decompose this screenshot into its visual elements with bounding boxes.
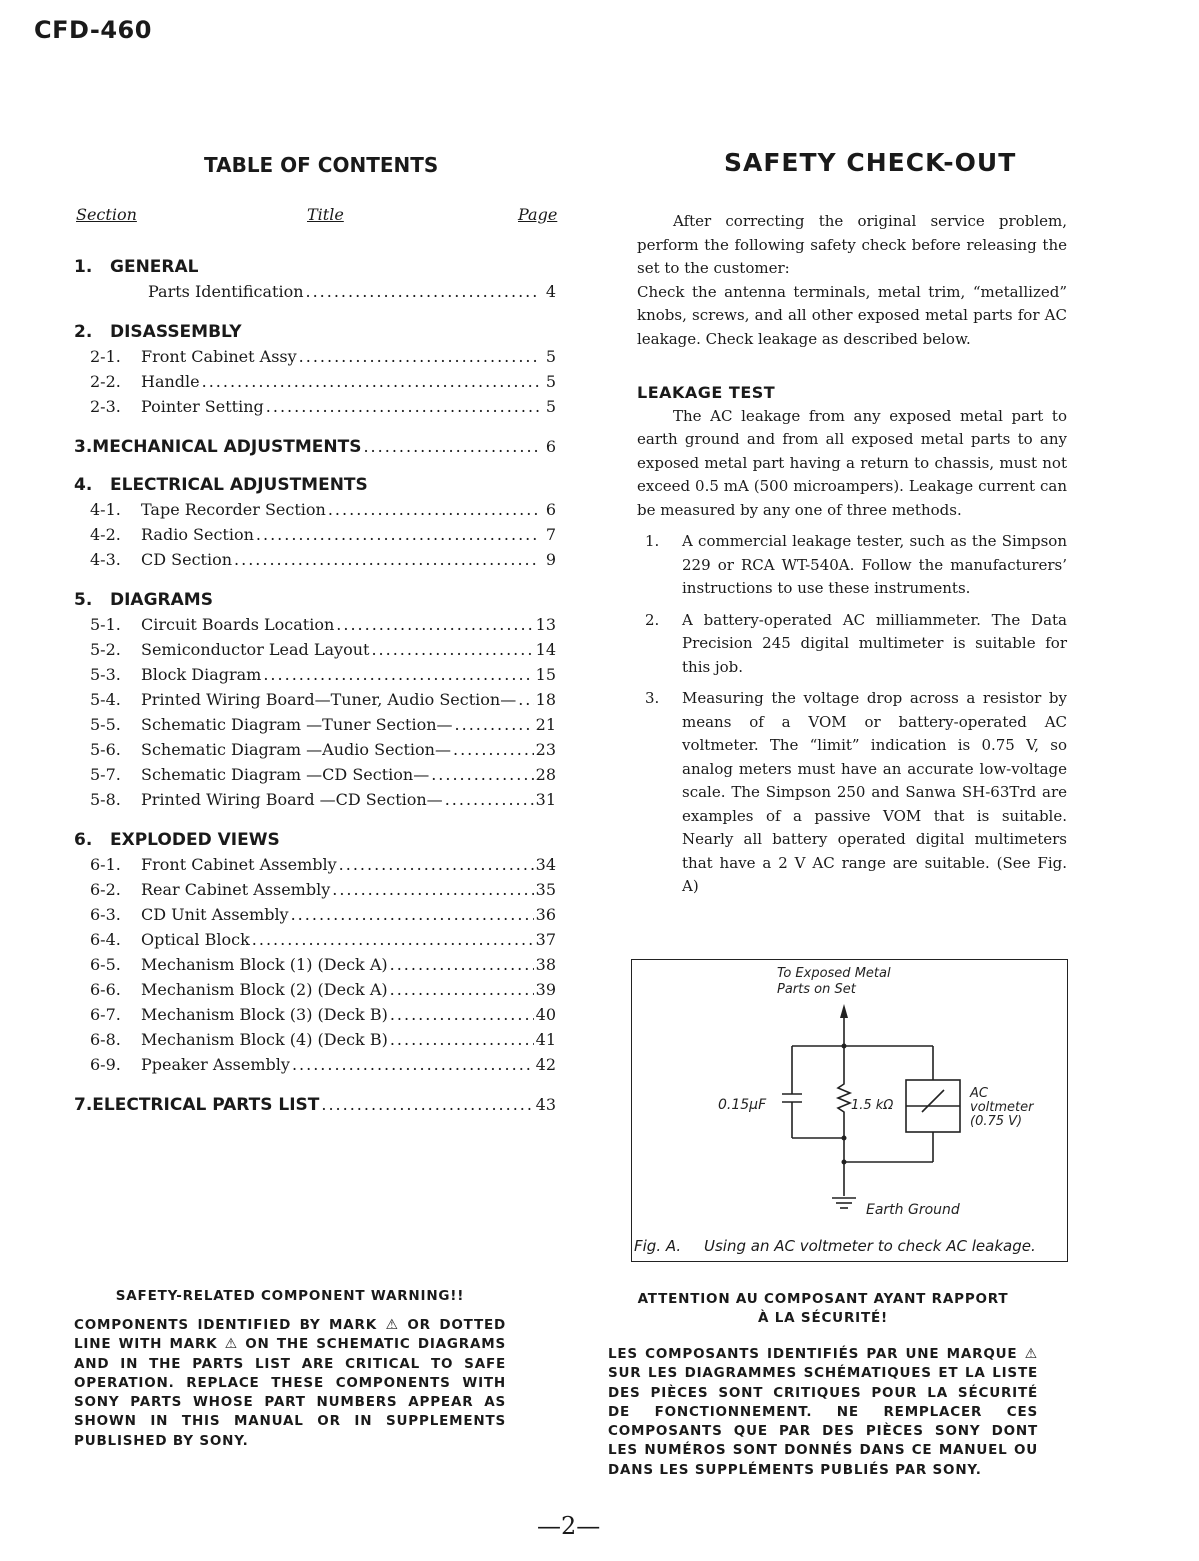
toc-entry-title: Front Cabinet Assy [141, 347, 297, 366]
toc-entry-number: 5-3. [90, 665, 121, 684]
toc-page-number: 40 [535, 1005, 556, 1024]
toc-header-title: Title [307, 205, 344, 224]
toc-section [74, 588, 556, 828]
leader-dots [371, 637, 533, 662]
toc-spacer [74, 1077, 556, 1093]
toc-page-number: 15 [535, 665, 556, 684]
toc-section [74, 320, 556, 435]
toc-entry-number: 6-4. [90, 930, 121, 949]
toc-section-number: 4. [74, 475, 93, 495]
leader-dots [292, 1052, 534, 1077]
leader-dots [455, 712, 534, 737]
leader-dots [321, 1093, 533, 1117]
toc-header-page: Page [518, 205, 558, 224]
label-resistor: 1.5 kΩ [851, 1098, 894, 1113]
toc-page-number: 36 [535, 905, 556, 924]
toc-entry-title: Schematic Diagram —Tuner Section— [141, 715, 453, 734]
toc-page-number: 39 [535, 980, 556, 999]
toc-page-number: 34 [535, 855, 556, 874]
toc-entry-number: 4-3. [90, 550, 121, 569]
toc-section-number: 3. [74, 437, 93, 457]
warning-triangle-icon: ⚠ [224, 1336, 239, 1353]
toc-page-number: 4 [545, 282, 556, 301]
toc-page-number: 6 [545, 500, 556, 519]
toc-page-number: 35 [535, 880, 556, 899]
toc-entry-number: 6-9. [90, 1055, 121, 1074]
leader-dots [328, 497, 540, 522]
warning-en-title: SAFETY-RELATED COMPONENT WARNING!! [115, 1288, 465, 1304]
leader-dots [390, 977, 534, 1002]
method-item [637, 609, 1067, 680]
label-parts-on-set: Parts on Set [777, 982, 856, 997]
method-text: A battery-operated AC milliammeter. The Data Precision 245 digital multimeter is suitable for this job. [682, 610, 1067, 676]
leakage-test-heading: LEAKAGE TEST [637, 383, 776, 402]
toc-page-number: 38 [535, 955, 556, 974]
toc-entry-title: Schematic Diagram —CD Section— [141, 765, 430, 784]
toc-entry-title: Printed Wiring Board —CD Section— [141, 790, 443, 809]
toc-section-heading [74, 435, 556, 459]
toc-entry-number: 2-1. [90, 347, 121, 366]
toc-spacer [74, 419, 556, 435]
toc-entry [74, 952, 556, 977]
toc-entry [74, 762, 556, 787]
toc-entry-title: CD Unit Assembly [141, 905, 289, 924]
toc-section-number: 6. [74, 830, 93, 850]
toc-section-heading [74, 255, 556, 279]
toc-entry-number: 6-2. [90, 880, 121, 899]
leader-dots [390, 952, 534, 977]
leader-dots [431, 762, 533, 787]
toc-page-number: 14 [535, 640, 556, 659]
toc-page-number: 18 [535, 690, 556, 709]
leader-dots [256, 522, 540, 547]
toc-spacer [74, 1117, 556, 1131]
toc-entry-title: Mechanism Block (3) (Deck B) [141, 1005, 388, 1024]
toc-entry-title: Rear Cabinet Assembly [141, 880, 331, 899]
toc-entry-number: 6-5. [90, 955, 121, 974]
toc-entry-title: Mechanism Block (2) (Deck A) [141, 980, 388, 999]
toc-entry [74, 637, 556, 662]
leader-dots [332, 877, 533, 902]
toc-entry-title: Schematic Diagram —Audio Section— [141, 740, 451, 759]
warning-en-text-1: COMPONENTS IDENTIFIED BY MARK [74, 1317, 377, 1333]
toc-entry [74, 852, 556, 877]
toc-entry [74, 1052, 556, 1077]
toc-entry-title: Pointer Setting [141, 397, 264, 416]
figure-caption-text: Using an AC voltmeter to check AC leakage. [704, 1237, 1036, 1255]
method-text: Measuring the voltage drop across a resistor by means of a VOM or battery-operated AC voltmeter. The “limit” indication is 0.75 V, so analog meters must have an accurate low-voltage scale. The Simpson 250 and Sanwa SH-63Trd are examples of a passive VOM that is suitable. Nearly all battery operated digital multimeters that have a 2 V AC range are suitable. (See Fig. A) [682, 689, 1067, 895]
toc-section-title: ELECTRICAL PARTS LIST [92, 1095, 320, 1115]
toc-entry [74, 877, 556, 902]
toc-section [74, 473, 556, 588]
toc-page-number: 7 [545, 525, 556, 544]
toc-section-title: GENERAL [110, 257, 199, 277]
leader-dots [234, 547, 540, 572]
safety-title: SAFETY CHECK-OUT [724, 148, 1017, 177]
toc-section-number: 2. [74, 322, 93, 342]
toc-entry-title: Ppeaker Assembly [141, 1055, 290, 1074]
label-meter-range: (0.75 V) [970, 1114, 1023, 1129]
toc-section [74, 435, 556, 473]
toc-entry-title: CD Section [141, 550, 233, 569]
toc-page-number: 5 [545, 372, 556, 391]
figure-caption-label: Fig. A. [634, 1237, 682, 1255]
toc-entry-title: Optical Block [141, 930, 250, 949]
label-exposed-metal: To Exposed Metal [777, 966, 891, 981]
toc-spacer [74, 459, 556, 473]
method-item [637, 530, 1067, 601]
toc-entry-number: 5-5. [90, 715, 121, 734]
toc-section-heading [74, 828, 556, 852]
toc-entry [74, 344, 556, 369]
toc-entry-title: Tape Recorder Section [141, 500, 326, 519]
leader-dots [363, 435, 540, 459]
toc-entry-number: 5-8. [90, 790, 121, 809]
toc-entry [74, 737, 556, 762]
toc-section-heading [74, 1093, 556, 1117]
label-capacitor: 0.15μF [718, 1097, 767, 1113]
leakage-circuit-diagram [632, 960, 1069, 1263]
warning-fr-title [608, 1290, 1038, 1328]
toc-page-number: 6 [545, 437, 556, 456]
safety-warning-en [74, 1288, 506, 1451]
toc-entry-number: 5-6. [90, 740, 121, 759]
toc-entry-title: Front Cabinet Assembly [141, 855, 337, 874]
toc-spacer [74, 304, 556, 320]
toc-entry [74, 522, 556, 547]
toc-entry [74, 497, 556, 522]
toc-section [74, 828, 556, 1093]
toc-entry-title: Mechanism Block (1) (Deck A) [141, 955, 388, 974]
toc-page-number: 5 [545, 347, 556, 366]
toc-section-title: EXPLODED VIEWS [110, 830, 280, 850]
method-number: 1. [645, 532, 660, 550]
toc-page-number: 31 [535, 790, 556, 809]
method-number: 3. [645, 689, 660, 707]
leader-dots [252, 927, 534, 952]
leakage-text: The AC leakage from any exposed metal part to earth ground and from all exposed metal parts to any exposed metal part having a return to chassis, must not exceed 0.5 mA (500 microampers). Leakage current can be measured by any one of three methods. [637, 406, 1067, 519]
toc-page-number: 23 [535, 740, 556, 759]
toc-entry-title: Semiconductor Lead Layout [141, 640, 370, 659]
toc-section-heading [74, 588, 556, 612]
safety-body [637, 210, 1067, 899]
leader-dots [202, 369, 540, 394]
toc-entry-number: 5-7. [90, 765, 121, 784]
toc-section-title: ELECTRICAL ADJUSTMENTS [110, 475, 368, 495]
toc-spacer [74, 812, 556, 828]
warning-fr-title-2: À LA SÉCURITÉ! [758, 1310, 888, 1326]
toc-page-number: 9 [545, 550, 556, 569]
method-item [637, 687, 1067, 899]
leader-dots [390, 1002, 534, 1027]
toc-entry [74, 547, 556, 572]
toc-page-number: 41 [535, 1030, 556, 1049]
leader-dots [339, 852, 534, 877]
toc-section-heading [74, 320, 556, 344]
toc-entry-number: 5-2. [90, 640, 121, 659]
toc-entry-number: 5-1. [90, 615, 121, 634]
toc-section-title: DISASSEMBLY [110, 322, 242, 342]
toc-entry [74, 394, 556, 419]
warning-en-body [74, 1316, 506, 1451]
leader-dots [263, 662, 533, 687]
toc-entry-number: 4-2. [90, 525, 121, 544]
warning-triangle-icon: ⚠ [385, 1317, 399, 1333]
toc-entry-number: 6-8. [90, 1030, 121, 1049]
toc-entry [74, 612, 556, 637]
label-meter-ac: AC [970, 1086, 988, 1101]
warning-fr-text-1: LES COMPOSANTS IDENTIFIÉS PAR UNE MARQUE [608, 1346, 1018, 1362]
toc-entry-title: Handle [141, 372, 200, 391]
toc-section-number: 5. [74, 590, 93, 610]
toc-page-number: 42 [535, 1055, 556, 1074]
warning-en-text-2: OR DOTTED LINE WITH MARK [74, 1317, 507, 1353]
toc-page-number: 37 [535, 930, 556, 949]
toc-page-number: 28 [535, 765, 556, 784]
toc-entry [74, 1002, 556, 1027]
toc-entry-number: 5-4. [90, 690, 121, 709]
toc-entry-number: 6-3. [90, 905, 121, 924]
toc-section-title: DIAGRAMS [110, 590, 213, 610]
figure-caption [634, 1237, 1036, 1255]
toc-entry-title: Parts Identification [148, 282, 304, 301]
leader-dots [445, 787, 534, 812]
toc-entry [74, 977, 556, 1002]
toc-entry-title: Radio Section [141, 525, 254, 544]
leader-dots [266, 394, 540, 419]
leader-dots [299, 344, 540, 369]
toc-section-heading [74, 473, 556, 497]
leader-dots [306, 279, 541, 304]
toc-entry-number: 2-2. [90, 372, 121, 391]
toc-entry [74, 927, 556, 952]
method-number: 2. [645, 610, 660, 629]
toc-title: TABLE OF CONTENTS [204, 153, 439, 177]
leader-dots [518, 687, 533, 712]
warning-fr-title-1: ATTENTION AU COMPOSANT AYANT RAPPORT [637, 1291, 1009, 1307]
page-number: —2— [537, 1512, 601, 1540]
toc-entry [74, 712, 556, 737]
toc-page-number: 21 [535, 715, 556, 734]
leader-dots [390, 1027, 534, 1052]
leader-dots [453, 737, 534, 762]
warning-en-text-3: ON THE SCHEMATIC DIAGRAMS AND IN THE PARTS LIST ARE CRITICAL TO SAFE OPERATION. REPLACE THESE COMPONENTS WITH SONY PARTS WHOSE PART NUMBERS APPEAR AS SHOWN IN THIS MANUAL OR IN SUPPLEMENTS PUBLISHED BY SONY. [74, 1336, 506, 1449]
safety-intro: After correcting the original service problem, perform the following safety check before releasing the set to the customer: [637, 212, 1067, 277]
method-text: A commercial leakage tester, such as the Simpson 229 or RCA WT-540A. Follow the manufacturers’ instructions to use these instruments. [682, 532, 1067, 597]
toc-header-section: Section [76, 205, 137, 224]
warning-triangle-icon: ⚠ [1024, 1346, 1038, 1362]
toc-spacer [74, 572, 556, 588]
toc-entry [74, 1027, 556, 1052]
toc-entry [74, 902, 556, 927]
toc-entry [74, 279, 556, 304]
warning-fr-text-2: SUR LES DIAGRAMMES SCHÉMATIQUES ET LA LISTE DES PIÈCES SONT CRITIQUES POUR LA SÉCURITÉ DE FONCTIONNEMENT. NE REMPLACER CES COMPOSANTS QUE PAR DES PIÈCES SONY DONT LES NUMÉROS SONT DONNÉS DANS CE MANUEL OU DANS LES SUPPLÉMENTS PUBLIÉS PAR SONY. [608, 1365, 1038, 1478]
toc-entry-number: 6-6. [90, 980, 121, 999]
toc-entry-title: Block Diagram [141, 665, 262, 684]
toc-page-number: 5 [545, 397, 556, 416]
toc-entry [74, 687, 556, 712]
toc-entry-title: Circuit Boards Location [141, 615, 335, 634]
safety-warning-fr [608, 1290, 1038, 1480]
toc-entry-number: 4-1. [90, 500, 121, 519]
toc-entry-title: Printed Wiring Board—Tuner, Audio Section— [141, 690, 517, 709]
label-meter-voltmeter: voltmeter [970, 1100, 1034, 1115]
toc-section-title: MECHANICAL ADJUSTMENTS [92, 437, 362, 457]
safety-check: Check the antenna terminals, metal trim, “metallized” knobs, screws, and all other exposed metal parts for AC leakage. Check leakage as described below. [637, 282, 1067, 348]
toc-page-number: 43 [535, 1095, 556, 1114]
toc-entry-title: Mechanism Block (4) (Deck B) [141, 1030, 388, 1049]
toc-section-number: 7. [74, 1095, 93, 1115]
toc-section [74, 255, 556, 320]
toc-entry-number: 2-3. [90, 397, 121, 416]
toc-page-number: 13 [535, 615, 556, 634]
toc-entry [74, 787, 556, 812]
table-of-contents [74, 255, 556, 1131]
toc-entry [74, 662, 556, 687]
toc-section-number: 1. [74, 257, 93, 277]
toc-section [74, 1093, 556, 1131]
toc-entry-number: 6-7. [90, 1005, 121, 1024]
label-earth-ground: Earth Ground [866, 1202, 960, 1218]
toc-entry-number: 6-1. [90, 855, 121, 874]
leader-dots [291, 902, 534, 927]
figure-a [631, 959, 1068, 1262]
warning-fr-body [608, 1345, 1038, 1480]
model-number: CFD-460 [34, 16, 152, 44]
toc-entry [74, 369, 556, 394]
leader-dots [336, 612, 533, 637]
